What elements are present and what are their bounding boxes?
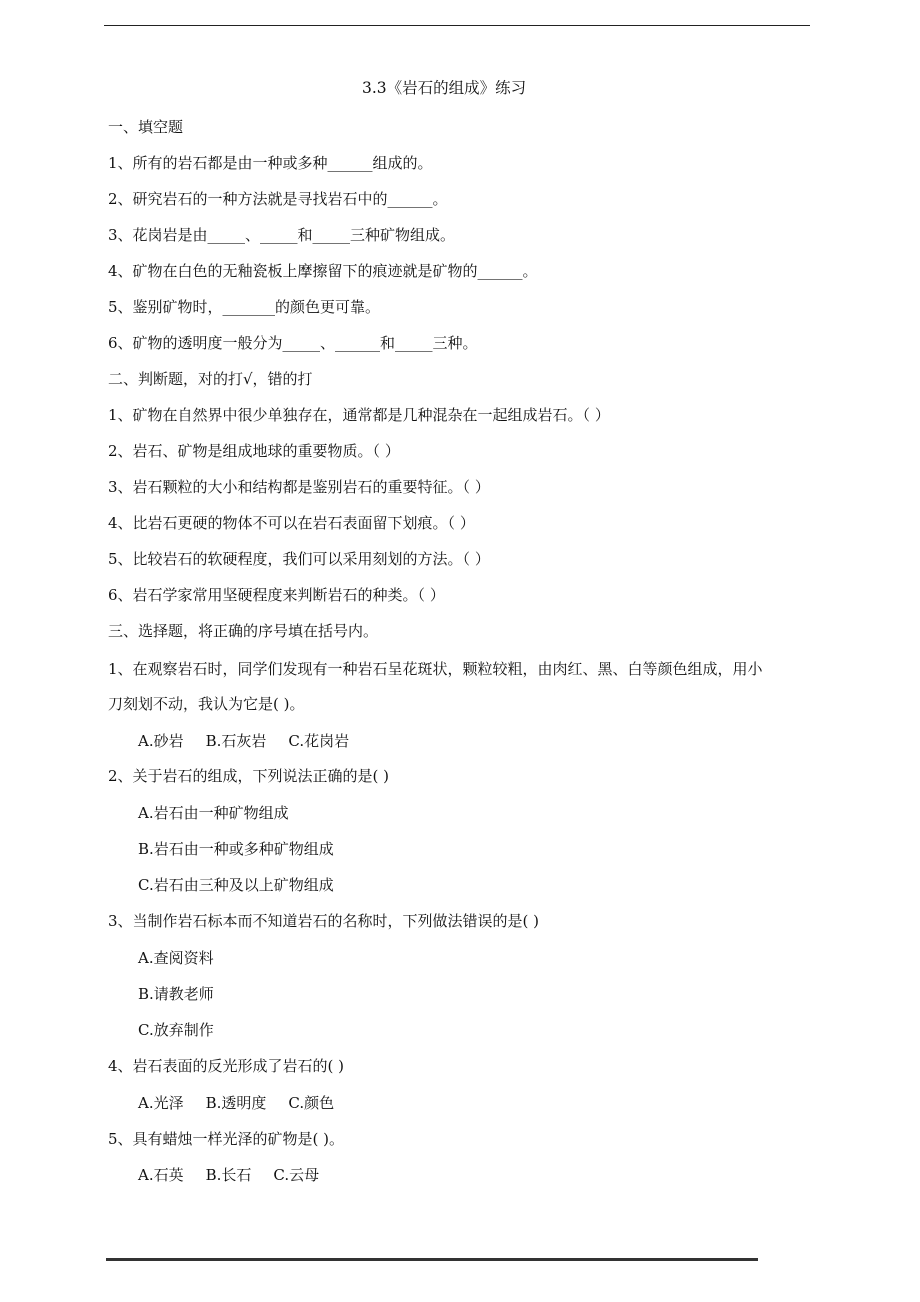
judge-question: 4、比岩石更硬的物体不可以在岩石表面留下划痕。（ ）	[108, 514, 475, 532]
option-b: B.透明度	[205, 1094, 267, 1112]
option-a: A.岩石由一种矿物组成	[138, 804, 289, 822]
judge-question: 5、比较岩石的软硬程度，我们可以采用刻划的方法。（ ）	[108, 550, 490, 568]
choice-question-1-options	[138, 731, 371, 751]
choice-question-1-line-2: 刀刻划不动，我认为它是( )。	[108, 695, 305, 713]
choice-question-1-line-1: 1、在观察岩石时，同学们发现有一种岩石呈花斑状，颗粒较粗，由肉红、黑、白等颜色组成，用小	[108, 660, 763, 678]
option-c: C.颜色	[288, 1094, 335, 1112]
choice-question-4-options	[138, 1093, 356, 1113]
choice-question-2: 2、关于岩石的组成，下列说法正确的是( )	[108, 767, 390, 785]
choice-section-heading: 三、选择题，将正确的序号填在括号内。	[108, 622, 379, 640]
option-c: C.花岗岩	[288, 732, 350, 750]
judge-question: 3、岩石颗粒的大小和结构都是鉴别岩石的重要特征。（ ）	[108, 478, 490, 496]
judge-question: 6、岩石学家常用坚硬程度来判断岩石的种类。（ ）	[108, 586, 445, 604]
option-b: B.岩石由一种或多种矿物组成	[138, 840, 334, 858]
footer-rule	[106, 1258, 758, 1261]
option-a: A.石英	[138, 1166, 184, 1184]
fill-question: 5、鉴别矿物时，_______的颜色更可靠。	[108, 298, 381, 316]
page-title: 3.3《岩石的组成》练习	[362, 79, 527, 97]
fill-question: 4、矿物在白色的无釉瓷板上摩擦留下的痕迹就是矿物的______。	[108, 262, 538, 280]
option-a: A.查阅资料	[138, 949, 214, 967]
option-c: C.云母	[273, 1166, 320, 1184]
choice-question-5-options	[138, 1165, 341, 1185]
fill-question: 6、矿物的透明度一般分为_____、______和_____三种。	[108, 334, 478, 352]
option-c: C.岩石由三种及以上矿物组成	[138, 876, 334, 894]
judge-question: 2、岩石、矿物是组成地球的重要物质。（ ）	[108, 442, 400, 460]
fill-question: 1、所有的岩石都是由一种或多种______组成的。	[108, 154, 433, 172]
option-a: A.砂岩	[138, 732, 184, 750]
fill-question: 2、研究岩石的一种方法就是寻找岩石中的______。	[108, 190, 448, 208]
fill-question: 3、花岗岩是由_____、_____和_____三种矿物组成。	[108, 226, 456, 244]
option-c: C.放弃制作	[138, 1021, 214, 1039]
option-a: A.光泽	[138, 1094, 184, 1112]
fill-section-heading: 一、填空题	[108, 118, 184, 136]
option-b: B.长石	[205, 1166, 252, 1184]
option-b: B.请教老师	[138, 985, 214, 1003]
judge-section-heading: 二、判断题，对的打√，错的打	[108, 370, 313, 388]
judge-question: 1、矿物在自然界中很少单独存在，通常都是几种混杂在一起组成岩石。（ ）	[108, 406, 610, 424]
option-b: B.石灰岩	[205, 732, 267, 750]
choice-question-5: 5、具有蜡烛一样光泽的矿物是( )。	[108, 1130, 345, 1148]
header-rule	[104, 25, 810, 26]
choice-question-4: 4、岩石表面的反光形成了岩石的( )	[108, 1057, 345, 1075]
choice-question-3: 3、当制作岩石标本而不知道岩石的名称时，下列做法错误的是( )	[108, 912, 540, 930]
